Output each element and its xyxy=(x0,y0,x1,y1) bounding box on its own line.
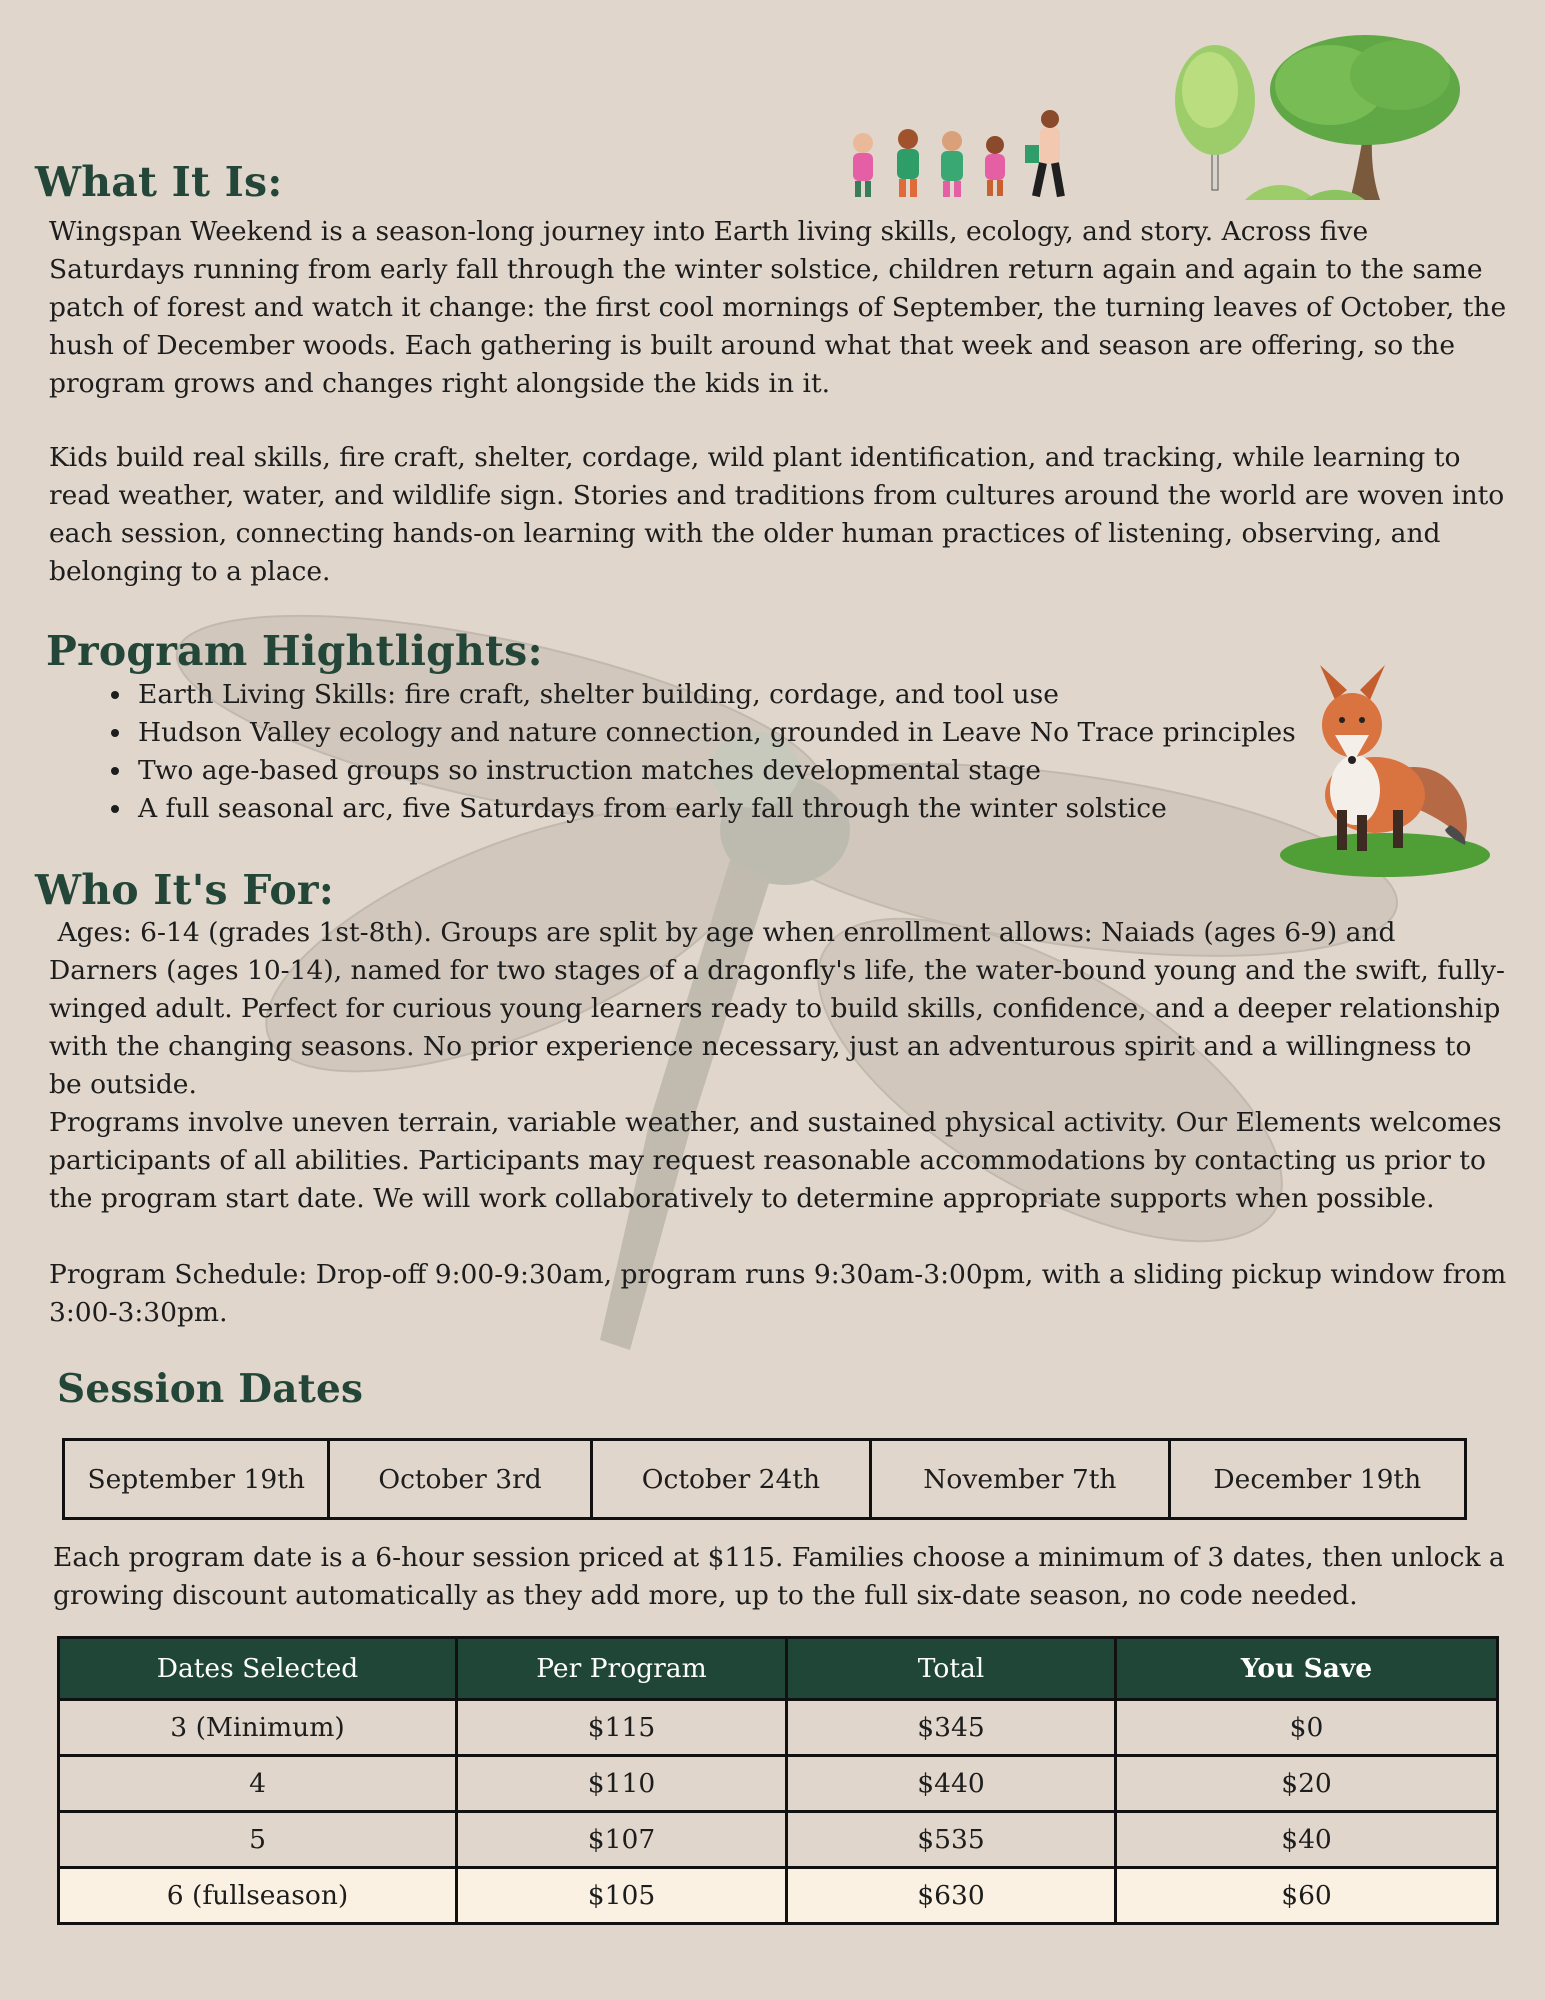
children-walking-icon xyxy=(845,105,1090,205)
section-title-who-its-for: Who It's For: xyxy=(35,866,335,914)
table-row xyxy=(64,1440,1466,1519)
what-it-is-paragraph-2: Kids build real skills, fire craft, shelter, cordage, wild plant identification, and tracking, while learning to read weather, water, and wildlife sign. Stories and traditions from cultures around the world are woven into each session, connecting hands-on learning with the older human practices of listening, observing, and belonging to a place. xyxy=(49,442,1505,587)
section-title-session-dates: Session Dates xyxy=(57,1366,364,1412)
table-cell: $110 xyxy=(457,1756,787,1812)
table-header-row xyxy=(59,1638,1498,1700)
highlights-list xyxy=(82,676,1296,828)
who-its-for-paragraph-1: Ages: 6-14 (grades 1st-8th). Groups are split by age when enrollment allows: Naiads (ages 6-9) and Darners (ages 10-14), named for two stages of a dragonfly's life, the water-bound young and the swift, fully-winged adult. Perfect for curious young learners ready to build skills, confidence, and a deeper relationship with the changing seasons. No prior experience necessary, just an adventurous spirit and a willingness to be outside. xyxy=(49,917,1509,1100)
table-cell: 4 xyxy=(59,1756,457,1812)
column-header: Total xyxy=(787,1638,1116,1700)
table-cell: 5 xyxy=(59,1812,457,1868)
table-row xyxy=(59,1700,1498,1756)
table-row xyxy=(59,1812,1498,1868)
column-header: You Save xyxy=(1116,1638,1498,1700)
table-cell: $115 xyxy=(457,1700,787,1756)
table-cell: $40 xyxy=(1116,1812,1498,1868)
trees-icon xyxy=(1165,30,1470,205)
table-cell: $440 xyxy=(787,1756,1116,1812)
table-cell: $60 xyxy=(1116,1868,1498,1924)
column-header: Per Program xyxy=(457,1638,787,1700)
fox-icon xyxy=(1275,660,1490,880)
table-cell: $105 xyxy=(457,1868,787,1924)
table-cell: $0 xyxy=(1116,1700,1498,1756)
column-header: Dates Selected xyxy=(59,1638,457,1700)
what-it-is-paragraph-1: Wingspan Weekend is a season-long journey into Earth living skills, ecology, and story. Across five Saturdays running from early fall through the winter solstice, children return again and again to the same patch of forest and watch it change: the first cool mornings of September, the turning leaves of October, the hush of December woods. Each gathering is built around what that week and season are offering, so the program grows and changes right alongside the kids in it. xyxy=(49,216,1507,399)
list-item: • Earth Living Skills: fire craft, shelter building, cordage, and tool use xyxy=(134,676,1296,714)
table-cell: $107 xyxy=(457,1812,787,1868)
list-item: • A full seasonal arc, five Saturdays from early fall through the winter solstice xyxy=(134,790,1296,828)
table-cell: $345 xyxy=(787,1700,1116,1756)
table-cell: 3 (Minimum) xyxy=(59,1700,457,1756)
section-title-what-it-is: What It Is: xyxy=(35,158,283,206)
table-row xyxy=(59,1756,1498,1812)
session-date-cell: November 7th xyxy=(871,1440,1169,1519)
pricing-table xyxy=(57,1636,1499,1925)
program-schedule: Program Schedule: Drop-off 9:00-9:30am, program runs 9:30am-3:00pm, with a sliding pickup window from 3:00-3:30pm. xyxy=(49,1259,1507,1328)
section-title-highlights: Program Hightlights: xyxy=(46,627,543,675)
session-date-cell: September 19th xyxy=(64,1440,329,1519)
session-date-cell: December 19th xyxy=(1169,1440,1465,1519)
list-item: • Two age-based groups so instruction matches developmental stage xyxy=(134,752,1296,790)
who-its-for-paragraph-2: Programs involve uneven terrain, variable weather, and sustained physical activity. Our Elements welcomes participants of all abilities. Participants may request reasonable accommodations by contacting us prior to the program start date. We will work collaboratively to determine appropriate supports when possible. xyxy=(49,1107,1502,1214)
table-cell: 6 (fullseason) xyxy=(59,1868,457,1924)
list-item: • Hudson Valley ecology and nature connection, grounded in Leave No Trace principles xyxy=(134,714,1296,752)
pricing-note: Each program date is a 6-hour session priced at $115. Families choose a minimum of 3 dates, then unlock a growing discount automatically as they add more, up to the full six-date season, no code needed. xyxy=(53,1542,1505,1611)
table-cell: $535 xyxy=(787,1812,1116,1868)
table-cell: $630 xyxy=(787,1868,1116,1924)
session-date-cell: October 3rd xyxy=(329,1440,591,1519)
session-dates-table xyxy=(62,1438,1467,1520)
table-cell: $20 xyxy=(1116,1756,1498,1812)
session-date-cell: October 24th xyxy=(591,1440,870,1519)
table-row xyxy=(59,1868,1498,1924)
